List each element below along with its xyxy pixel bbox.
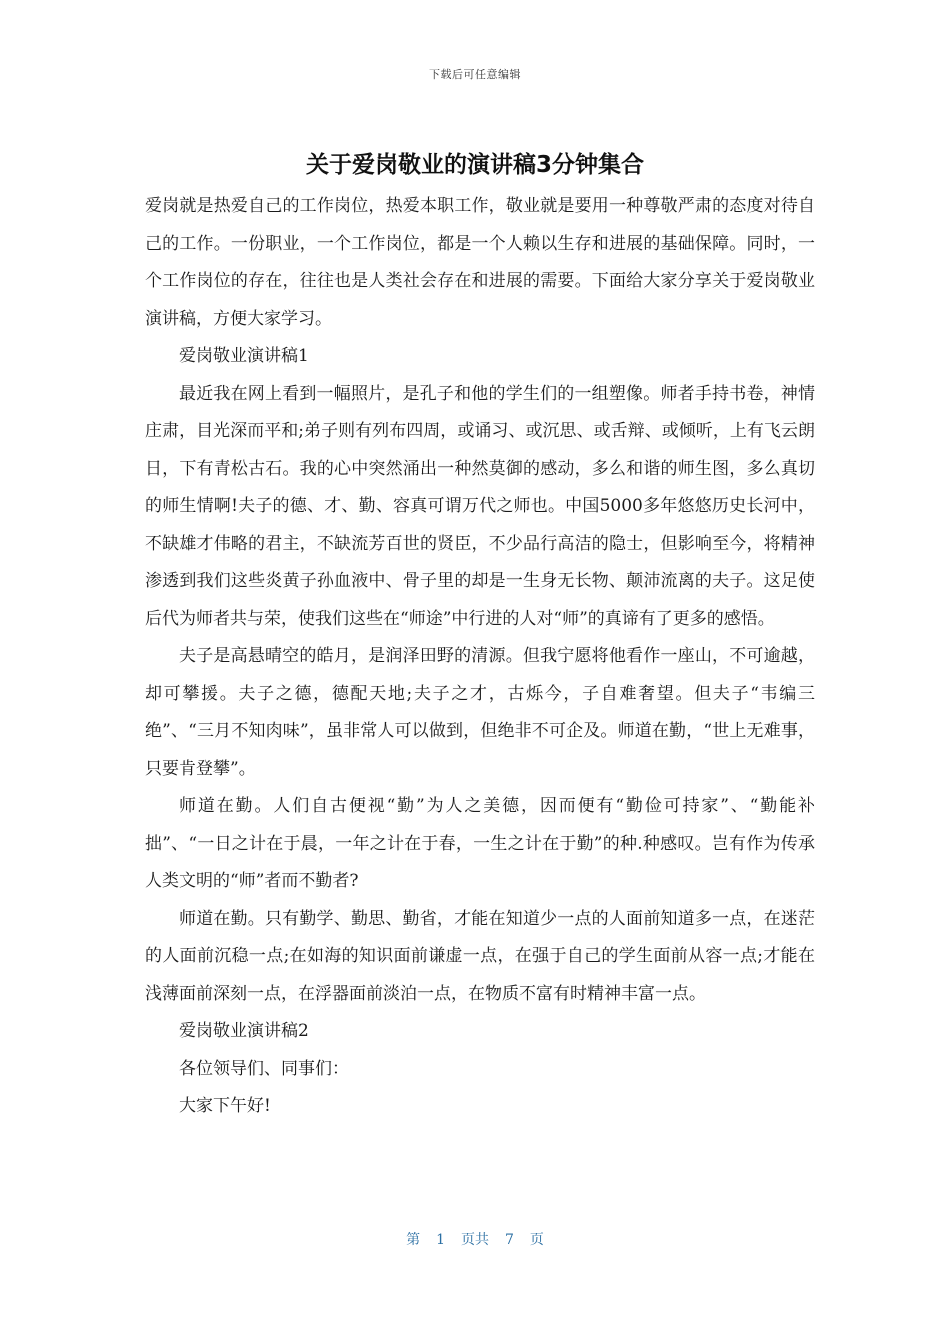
section-heading-speech-1: 爱岗敬业演讲稿1 xyxy=(179,346,309,366)
body-paragraph: 夫子是高悬晴空的皓月，是润泽田野的清源。但我宁愿将他看作一座山，不可逾越，却可攀援。夫子之德，德配天地;夫子之才，古烁今，子自难奢望。但夫子“韦编三绝”、“三月不知肉味”，虽非常人可以做到，但绝非不可企及。师道在勤，“世上无难事，只要肯登攀”。 xyxy=(145,646,815,779)
footer-word-di: 第 xyxy=(406,1232,421,1248)
document-body xyxy=(145,188,815,1126)
footer-word-ye-gong: 页共 xyxy=(461,1232,489,1248)
salutation: 各位领导们、同事们： xyxy=(179,1058,349,1079)
body-paragraph: 最近我在网上看到一幅照片，是孔子和他的学生们的一组塑像。师者手持书卷，神情庄肃，目光深而平和;弟子则有列布四周，或诵习、或沉思、或舌辩、或倾听，上有飞云朗日，下有青松古石。我的心中突然涌出一种然莫御的感动，多么和谐的师生图，多么真切的师生情啊!夫子的德、才、勤、容真可谓万代之师也。中国5000多年悠悠历史长河中，不缺雄才伟略的君主，不缺流芳百世的贤臣，不少品行高洁的隐士，但影响至今，将精神渗透到我们这些炎黄子孙血液中、骨子里的却是一生身无长物、颠沛流离的夫子。这足使后代为师者共与荣，使我们这些在“师途”中行进的人对“师”的真谛有了更多的感悟。 xyxy=(145,383,815,629)
current-page-number: 1 xyxy=(436,1232,445,1248)
total-pages-number: 7 xyxy=(505,1232,514,1248)
page-footer xyxy=(0,1229,950,1249)
section-heading-speech-2: 爱岗敬业演讲稿2 xyxy=(179,1021,309,1041)
body-paragraph: 师道在勤。人们自古便视“勤”为人之美德，因而便有“勤俭可持家”、“勤能补拙”、“一日之计在于晨，一年之计在于春，一生之计在于勤”的种.种感叹。岂有作为传承人类文明的“师”者而不勤者? xyxy=(145,796,815,891)
intro-paragraph: 爱岗就是热爱自己的工作岗位，热爱本职工作，敬业就是要用一种尊敬严肃的态度对待自己的工作。一份职业，一个工作岗位，都是一个人赖以生存和进展的基础保障。同时，一个工作岗位的存在，往往也是人类社会存在和进展的需要。下面给大家分享关于爱岗敬业演讲稿，方便大家学习。 xyxy=(145,196,815,329)
body-paragraph: 师道在勤。只有勤学、勤思、勤省，才能在知道少一点的人面前知道多一点，在迷茫的人面前沉稳一点;在如海的知识面前谦虚一点，在强于自己的学生面前从容一点;才能在浅薄面前深刻一点，在浮器面前淡泊一点，在物质不富有时精神丰富一点。 xyxy=(145,908,815,1004)
header-note: 下载后可任意编辑 xyxy=(429,68,521,81)
footer-word-ye: 页 xyxy=(529,1232,544,1248)
document-title: 关于爱岗敬业的演讲稿3分钟集合 xyxy=(305,152,644,178)
greeting: 大家下午好! xyxy=(179,1096,271,1116)
